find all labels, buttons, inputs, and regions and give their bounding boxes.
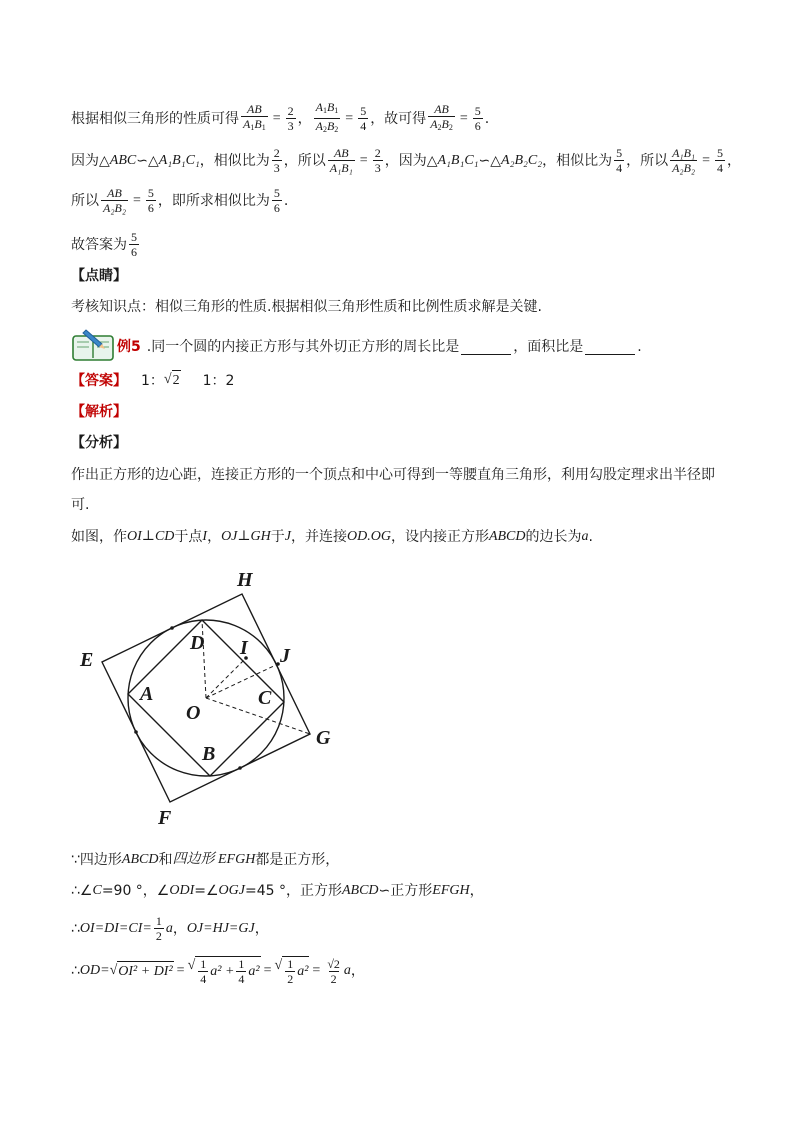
label-h: H	[237, 569, 253, 591]
label-o: O	[186, 702, 201, 724]
fenxi-heading: 【分析】	[71, 435, 127, 451]
sqrt-oi-di: √ OI² + DI²	[110, 961, 174, 982]
answer-statement: 故答案为 $\frac{5}{6}$	[71, 230, 137, 259]
label-c: C	[258, 687, 272, 709]
proof-line-3: ∴ OI=DI=CI= $\frac{1}{2}$ a ， OJ=HJ=GJ ，	[71, 914, 269, 943]
answer-line: 【答案】 1： √ 2 1：2	[71, 370, 234, 391]
label-i: I	[240, 637, 248, 659]
proof-line-4: ∴ OD= √ OI² + DI² = √ $\frac{1}{4}$ a² + $\frac{1}{4}$ a² = √ $\frac{1}{2}$ a² = $\frac{√2}{2}$ a ，	[71, 956, 365, 986]
label-g: G	[316, 727, 331, 749]
proof-line-2: ∴∠ C =90 °，∠ ODI =∠ OGJ =45 °，正方形 ABCD ∽正方形 EFGH ，	[71, 883, 484, 899]
tangent-point	[238, 766, 242, 770]
fraction-ab-a2b2-b: $\frac{AB}{\text{A₂B₂}}$	[103, 186, 127, 215]
tangent-point	[170, 626, 174, 630]
text-line-1: 根据相似三角形的性质可得 $\frac{AB}{A_1B_1}$ = $\frac{2}{3}$ ， $\frac{A_1B_1}{A_2B_2}$ = $\frac{5}{4}$ ，故可得 $\frac{AB}{A_2B_2}$ = $\frac{5}{6}$ .	[71, 100, 489, 137]
ratio-5-4: $\frac{5}{4}$	[616, 146, 623, 175]
dianjing-text: 考核知识点：相似三角形的性质.根据相似三角形性质和比例性质求解是关键.	[71, 299, 542, 315]
fraction-1-2: $\frac{1}{2}$	[155, 914, 162, 943]
example-5-question: 例5 .同一个圆的内接正方形与其外切正方形的周长比是 ，面积比是 .	[117, 339, 642, 355]
label-b: B	[202, 743, 216, 765]
fraction-5-6-b: $\frac{5}{6}$	[147, 186, 154, 215]
fraction-a1b1-a2b2: $\frac{A_1B_1}{A_2B_2}$	[314, 100, 341, 137]
fraction-ab-a2b2: $\frac{AB}{A_2B_2}$	[428, 102, 455, 135]
line1-prefix: 根据相似三角形的性质可得	[71, 110, 239, 127]
text-line-3: 所以 $\frac{AB}{\text{A₂B₂}}$ = $\frac{5}{6}$ ，即所求相似比为 $\frac{5}{6}$ .	[71, 186, 289, 215]
fraction-5-4: $\frac{5}{4}$	[360, 104, 367, 133]
sqrt-half: √ $\frac{1}{2}$ a²	[274, 957, 309, 986]
tangent-point	[134, 730, 138, 734]
result-ratio-5-6: $\frac{5}{6}$	[273, 186, 280, 215]
fraction-5-4-b: $\frac{5}{4}$	[717, 146, 723, 175]
geometry-diagram	[70, 562, 350, 832]
proof-line-1: ∵四边形 ABCD 和 四边形 EFGH 都是正方形，	[71, 852, 340, 868]
label-a: A	[140, 683, 154, 705]
answer-blank-2[interactable]	[585, 340, 635, 355]
fraction-2-3: $\frac{2}{3}$	[287, 104, 294, 133]
dianjing-heading: 【点睛】	[71, 268, 127, 284]
label-j: J	[280, 645, 290, 667]
answer-fraction: $\frac{5}{6}$	[131, 230, 137, 259]
text-line-2: 因为△ ABC ∽△ A₁B₁C₁ ，相似比为 $\frac{2}{3}$ ，所以 $\frac{AB}{\text{A₁B₁}}$ = $\frac{2}{3}$ ，因为△ A₁B₁C₁ ∽△ A₂B₂C₂ ，相似比为 $\frac{5}{4}$ ，所以 $\frac{\text{A₁B₁}}{\text{A₂B₂}}$ = $\frac{5}{4}$ ，	[71, 146, 741, 175]
fraction-2-3-b: $\frac{2}{3}$	[374, 146, 381, 175]
figure-intro: 如图，作 OI⊥CD 于点 I ， OJ⊥GH 于 J ，并连接 OD.OG ，设内接正方形 ABCD 的边长为 a .	[71, 529, 593, 545]
analysis-line-2: 可.	[71, 497, 90, 513]
fraction-root2-2: $\frac{√2}{2}$	[327, 956, 340, 986]
fraction-a1b1-a2b2-b: $\frac{\text{A₁B₁}}{\text{A₂B₂}}$	[672, 146, 696, 175]
label-d: D	[190, 632, 205, 654]
sqrt-2: √ 2	[164, 370, 181, 391]
jiexi-heading: 【解析】	[71, 404, 127, 420]
fraction-ab-a1b1-b: $\frac{AB}{\text{A₁B₁}}$	[329, 146, 353, 175]
label-f: F	[158, 807, 172, 829]
ratio-2-3: $\frac{2}{3}$	[273, 146, 280, 175]
fraction-5-6: $\frac{5}{6}$	[474, 104, 481, 133]
analysis-line-1: 作出正方形的边心距，连接正方形的一个顶点和中心可得到一等腰直角三角形，利用勾股定理求出半径即	[71, 467, 715, 483]
answer-blank-1[interactable]	[461, 340, 511, 355]
label-e: E	[80, 649, 94, 671]
book-pencil-icon	[72, 326, 116, 362]
sqrt-quarter-sum: √ $\frac{1}{4}$ a² + $\frac{1}{4}$ a²	[187, 957, 260, 986]
segment-oi	[206, 658, 246, 698]
fraction-ab-a1b1: $\frac{AB}{A_1B_1}$	[241, 102, 268, 135]
